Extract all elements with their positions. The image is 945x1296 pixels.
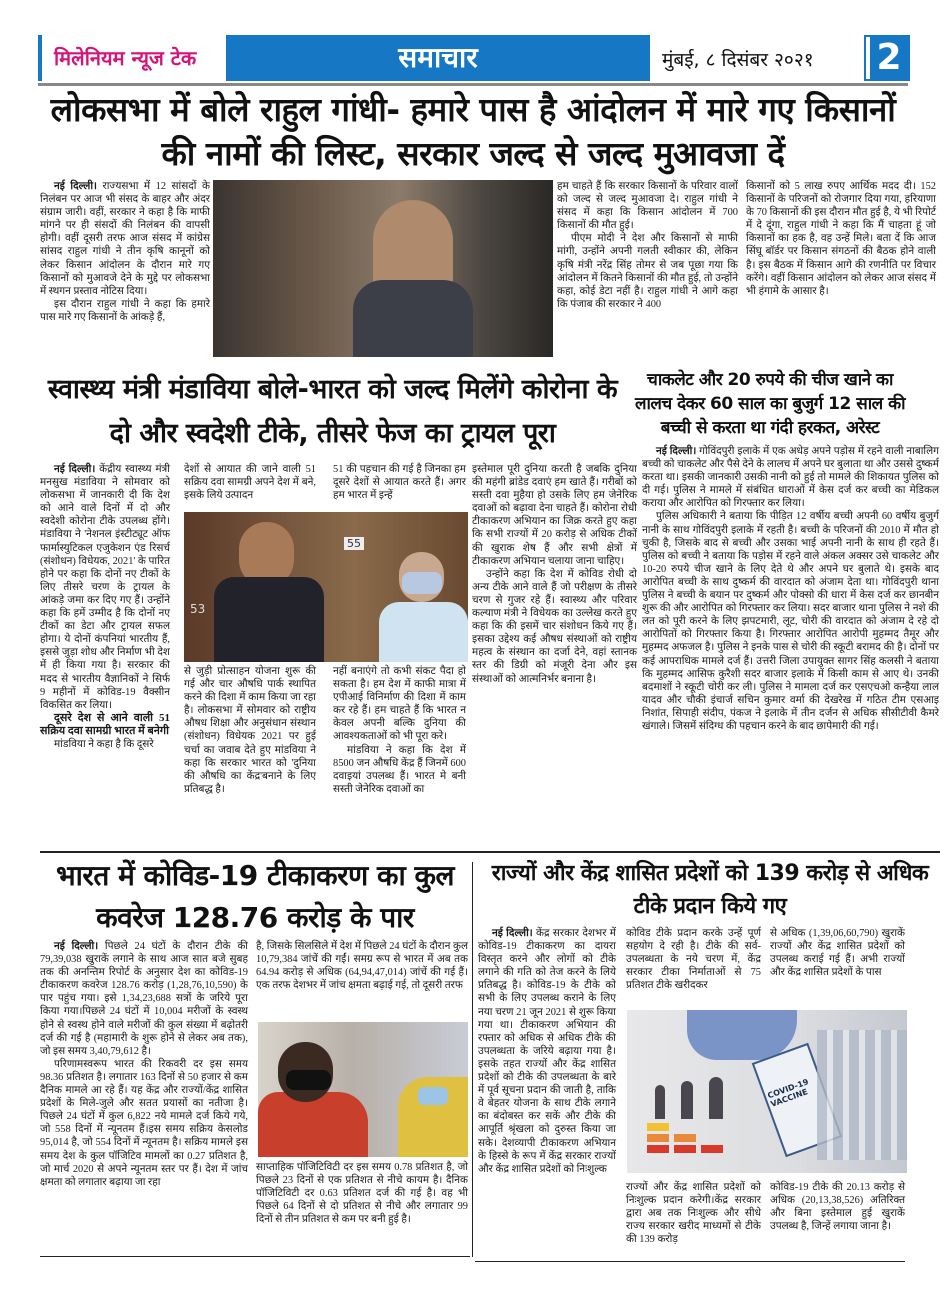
article4-col2-top [256, 940, 468, 992]
article1-text: किसानों को 5 लाख रुपए आर्थिक मदद दी। 152 किसानों के परिजनों को रोजगार दिया गया, हरियाणा के 70 किसानों की इस दौरान मौत हुई है, ये भी रिपोर्ट में दे दूंगा, राहुल गांधी ने कहा कि मैं चाहता हूं जो किसानों का हक है, वह उन्हें मिले। बता दें कि आज सिंघू बॉर्डर पर किसान संगठनों की बैठक होने वाली है। इस बैठक में किसान आगे की रणनीति पर विचार करेंगे। वहीं किसान आंदोलन को लेकर आज संसद में भी हंगामे के आसार है। [746, 181, 936, 297]
page-number: 2 [876, 37, 902, 78]
face-mask [402, 572, 442, 594]
article2-dateline: नई दिल्ली। [54, 464, 96, 475]
article3-headline: चाकलेट और 20 रुपये की चीज खाने का लालच देकर 60 साल का बुजुर्ग 12 साल की बच्ची से करता था गंदी हरकत, अरेस्ट [634, 370, 906, 438]
seat-number-53: 53 [190, 602, 206, 616]
section-title: समाचार [398, 41, 478, 74]
nurse-mask [418, 1087, 448, 1105]
article5-text: से अधिक (1,39,06,60,790) खुराकें राज्यों और केंद्र शासित प्रदेशों को उपलब्ध कराई गई हैं। अभी राज्यों और केंद्र शासित प्रदेशों के पास [770, 928, 905, 979]
article1-photo-rahul-gandhi [213, 180, 553, 357]
page-number-box [866, 37, 908, 79]
article4-col1 [40, 940, 248, 1189]
article1-text: इस दौरान राहुल गांधी ने कहा कि हमारे पास मारे गए किसानों के आंकड़े हैं, [40, 298, 210, 323]
article1-headline: लोकसभा में बोले राहुल गांधी- हमारे पास है आंदोलन में मारे गए किसानों की नामों की लिस्ट, सरकार जल्द से जल्द मुआवजा दें [50, 90, 896, 173]
article1-col3 [557, 180, 738, 311]
article3-text: पुलिस अधिकारी ने बताया कि पीड़ित 12 वर्षीय बच्ची अपनी 60 वर्षीय बुजुर्ग नानी के साथ गोविंदपुरी इलाके में रहती है। बच्ची के परिजनों की 2010 में मौत हो चुकी है, जिसके बाद से बच्ची और उसका भाई अपनी नानी के साथ ही रहते हैं। पुलिस को बच्ची ने बताया कि पड़ोस में रहने वाले अंकल अक्सर उसे चाकलेट और 10-20 रुपये चीज खाने के लिए देते थे और अपने घर बुलाते थे। इसके बाद आरोपित बच्ची के साथ दुष्कर्म की वारदात को अंजाम देता था। गोविंदपुरी थाना पुलिस ने बच्ची के बयान पर दुष्कर्म और पोक्सो की धारा में केस दर्ज कर छानबीन शुरू की और आरोपित को गिरफ्तार कर लिया। सदर बाजार थाना पुलिस ने नशे की लत को पूरी करने के लिए झपटमारी, लूट, चोरी की वारदात को अंजाम दे रहे दो आरोपितों को गिरफ्तार किया है। गिरफ्तार आरोपित आरोपी मुहम्मद तैमूर और मुहम्मद अफजल है। पुलिस ने इनके पास से चोरी की स्कूटी बरामद की है। दोनों पर कई आपराधिक मामले दर्ज हैं। उत्तरी जिला उपायुक्त सागर सिंह कलसी ने बताया कि मुहम्मद आसिफ कुरैशी सदर बाजार इलाके में किसी काम से आए थे। उनकी बदमाशों ने स्कूटी चोरी कर ली। पुलिस ने मामला दर्ज कर एसएचओ कन्हैया लाल यादव और चौकी इंचार्ज सचिन कुमार वर्मा की देखरेख में गठित टीम एसआइ निशांत, सिपाही संदीप, पंकज ने इलाके में तीन दर्जन से अधिक सीसीटीवी कैमरे खंगाले। जिसमें संदिग्ध की पहचान करने के बाद छापेमारी की गई। [642, 511, 939, 732]
article4-text: पिछले 24 घंटों के दौरान टीके की 79,39,038 खुराकें लगाने के साथ आज सात बजे सुबह तक की अनन्तिम रिपोर्ट के अनुसार देश का कोविड-19 टीकाकरण कवरेज 128.76 करोड़ (1,28,76,10,590) के पार पहुंच गया। इसे 1,34,23,688 सत्रों के जरिये पूरा किया गया।पिछले 24 घंटों में 10,004 मरीजों के स्वस्थ होने से स्वस्थ होने वाले मरीजों की कुल संख्या में बढ़ोतरी दर्ज की गई है (महामारी के शुरू होने से लेकर अब तक), जो इस समय 3,40,79,612 है। [40, 941, 248, 1057]
seat-number-55: 55 [344, 537, 364, 550]
article5-col2-top [626, 927, 761, 992]
person-jacket [353, 280, 473, 357]
woman-saree [379, 602, 468, 662]
article5-text: केंद्र सरकार देशभर में कोविड-19 टीकाकरण का दायरा विस्तृत करने और लोगों को टीके लगाने की गति को तेज करने के लिये प्रतिबद्ध है। कोविड-19 के टीके को सभी के लिए उपलब्ध कराने के लिए नया चरण 21 जून 2021 से शुरू किया गया था। टीकाकरण अभियान की रफ्तार को अधिक से अधिक टीके की उपलब्धता के जरिये बढ़ाया गया है। इसके तहत राज्यों और केंद्र शासित प्रदेशों को टीके की उपलब्धता के बारे में पूर्व सूचना प्रदान की जाती है, ताकि वे बेहतर योजना के साथ टीके लगाने का बंदोबस्त कर सकें और टीके की आपूर्ति श्रृंखला को दुरुस्त किया जा सके। देशव्यापी टीकाकरण अभियान के हिस्से के रूप में केंद्र सरकार राज्यों और केंद्र शासित प्रदेशों को निःशुल्क [478, 928, 616, 1175]
article1-text: राज्यसभा में 12 सांसदों के निलंबन पर आज भी संसद के बाहर और अंदर संग्राम जारी। वहीं, सरकार ने कहा है कि माफी मांगने पर ही संसदों की निलंबन की वापसी होगी। वहीं दूसरी तरफ आज संसद में कांग्रेस सांसद राहुल गांधी ने तीन कृषि कानूनों को लेकर किसान आंदोलन के दौरान मारे गए किसानों को मुआवजे देने के मुद्दे पर लोकसभा में स्थगन प्रस्ताव नोटिस दिया। [40, 181, 210, 297]
article5-text: कोविड-19 टीके की 20.13 करोड़ से अधिक (20,13,38,526) अतिरिक्त और बिना इस्तेमाल हुई खुराकें उपलब्ध है, जिन्हें लगाया जाना है। [770, 1182, 905, 1233]
dateline: मुंबई, ८ दिसंबर २०२१ [662, 49, 814, 71]
article2-text: देशों से आयात की जाने वाली 51 सक्रिय दवा सामग्री अपने देश में बने, इसके लिये उत्पादन [184, 464, 316, 502]
article4-photo-vaccination [258, 1022, 468, 1157]
paper-name: मिलेनियम न्यूज टेक [54, 46, 197, 70]
article4-text: है, जिसके सिलसिले में देश में पिछले 24 घंटों के दौरान कुल 10,79,384 जांचें की गईं। समग्र रूप से भारत में अब तक 64.94 करोड़ से अधिक (64,94,47,014) जांचें की गई हैं। एक तरफ देशभर में जांच क्षमता बढ़ाई गई, तो दूसरी तरफ [256, 941, 468, 992]
vial-row [817, 1030, 907, 1160]
article2-text: मांडविया ने कहा है कि दूसरे [54, 738, 154, 750]
article2-col3-top [333, 463, 466, 502]
column-rule [472, 862, 473, 1257]
article5-text: राज्यों और केंद्र शासित प्रदेशों को निःशुल्क प्रदान करेगी।केंद्र सरकार द्वारा अब तक निःशुल्क और सीधे राज्य सरकार खरीद माध्यमों से टीके की 139 करोड़ [626, 1182, 761, 1246]
article2-text: इस्तेमाल पूरी दुनिया करती है जबकि दुनिया की महंगी ब्रांडेड दवाएं हम खाते हैं। गरीबों को सस्ती दवा मुहैया हो उसके लिए हम जेनेरिक दवाओं को बढ़ावा देना चाहते हैं। कोरोना रोधी टीकाकरण अभियान का जिक्र करते हुए कहा कि सभी राज्यों में 20 करोड़ से अधिक टीकों की खुराक शेष हैं और सभी क्षेत्रों में टीकाकरण अभियान चलाया जाना चाहिए। [472, 464, 637, 567]
article2-col3-bottom [333, 665, 466, 796]
article5-col1 [478, 927, 616, 1176]
section-divider [40, 851, 940, 853]
person-silhouette [373, 200, 453, 290]
article3-dateline: नई दिल्ली। [656, 446, 697, 457]
vial-label: COVID-19 VACCINE [766, 1077, 810, 1109]
article5-col3-bottom [770, 1181, 905, 1233]
article2-col2-top [184, 463, 316, 502]
article4-dateline: नई दिल्ली। [54, 941, 99, 952]
article5-bottom-rule [475, 1261, 905, 1262]
article1-dateline: नई दिल्ली। [54, 181, 97, 192]
article3-body [642, 445, 939, 733]
article1-col4 [746, 180, 936, 298]
minister-jacket [214, 577, 324, 662]
article2-text: से जुड़ी प्रोत्साहन योजना शुरू की गई और चार औषधि पार्क स्थापित करने की दिशा में काम किया जा रहा है। लोकसभा में सोमवार को राष्ट्रीय औषध शिक्षा और अनुसंधान संस्थान (संशोधन) विधेयक 2021 पर हुई चर्चा का जवाब देते हुए मांडविया ने कहा कि सरकार भारत को 'दुनिया की औषधि का केंद्र'बनाने के लिए प्रतिबद्ध है। [184, 666, 316, 795]
article1-text: हम चाहते हैं कि सरकार किसानों के परिवार वालों को जल्द से जल्द मुआवजा दे। राहुल गांधी ने संसद में कहा कि किसान आंदोलन में 700 किसानों की मौत हुई। [557, 181, 738, 232]
section-band [226, 35, 650, 81]
article2-subhead: दूसरे देश से आने वाली 51 सक्रिय दवा सामग्री भारत में बनेगी [40, 711, 170, 737]
masthead [38, 35, 908, 81]
article5-dateline: नई दिल्ली। [492, 928, 533, 939]
article2-col2-bottom [184, 665, 316, 796]
article2-photo-mandaviya-parliament [184, 512, 468, 662]
article5-col3-top [770, 927, 905, 979]
patient-mask [286, 1070, 331, 1090]
article4-bottom-rule [40, 1256, 470, 1257]
article5-text: कोविड टीके प्रदान करके उन्हें पूर्ण सहयोग दे रही है। टीके की सर्व-उपलब्धता के नये चरण में, केंद्र सरकार टीका निर्माताओं से 75 प्रतिशत टीके खरीदकर [626, 928, 761, 992]
article2-text: उन्होंने कहा कि देश में कोविड रोधी दो अन्य टीके आने वाले हैं जो परीक्षण के तीसरे चरण से गुजर रहे हैं। स्वास्थ्य और परिवार कल्याण मंत्री ने विधेयक का उल्लेख करते हुए कहा कि की इसमें चार संशोधन किये गए हैं। इसका उद्देश्य कई औषध संस्थाओं को राष्ट्रीय महत्व के संस्थान का दर्जा देने, वहां स्तानक स्तर की डिग्री को मंजूरी देना और इस संस्थाओं को आत्मनिर्भर बनाना है। [472, 568, 637, 685]
article1-text: पीएम मोदी ने देश और किसानों से माफी मांगी, उन्होंने अपनी गलती स्वीकार की, लेकिन कृषि मंत्री नरेंद्र सिंह तोमर से जब पूछा गया कि आंदोलन में कितने किसानों की मौत हुई, तो उन्होंने कहा, कोई डेटा नहीं है। राहुल गांधी ने आगे कहा कि पंजाब की सरकार ने 400 [557, 233, 738, 310]
article2-text: मांडविया ने कहा कि देश में 8500 जन औषधि केंद्र हैं जिनमें 600 दवाइयां उपलब्ध हैं। भारत मे बनी सस्ती जेनेरिक दवाओं का [333, 744, 466, 795]
article4-headline: भारत में कोविड-19 टीकाकरण का कुल कवरेज 128.76 करोड़ के पार [55, 859, 455, 934]
article4-text: साप्ताहिक पॉजिटिविटी दर इस समय 0.78 प्रतिशत है, जो पिछले 23 दिनों से एक प्रतिशत से नीचे कायम है। दैनिक पॉजिटिविटी दर 0.63 प्रतिशत दर्ज की गई है। वह भी पिछले 64 दिनों से दो प्रतिशत से नीचे और लगातार 99 दिनों से तीन प्रतिशत से कम पर बनी हुई है। [256, 1162, 468, 1226]
article5-headline: राज्यों और केंद्र शासित प्रदेशों को 139 करोड़ से अधिक टीके प्रदान किये गए [491, 861, 929, 919]
article2-col1 [40, 463, 170, 751]
article3-text: गोविंदपुरी इलाके में एक अधेड़ अपने पड़ोस में रहने वाली नाबालिग बच्ची को चाकलेट और पैसे देने के लालच में अपने घर बुलाता था और उससे दुष्कर्म करता था। इसकी जानकारी उसकी नानी को हुई तो मामले की शिकायत पुलिस को दी गई। पुलिस ने मामले में संबंधित धाराओं में केस दर्ज कर बच्ची का मेडिकल कराया और आरोपित को गिरफ्तार कर लिया। [642, 446, 939, 510]
article2-col4 [472, 463, 637, 686]
article2-text: 51 की पहचान की गई है जिनका हम दूसरे देशों से आयात करते हैं। अगर हम भारत में इन्हें [333, 464, 466, 502]
article4-col2-bottom [256, 1161, 468, 1226]
article4-text: परिणामस्वरूप भारत की रिकवरी दर इस समय 98.36 प्रतिशत है। लगातार 163 दिनों से 50 हजार से कम दैनिक मामले आ रहे हैं। यह केंद्र और राज्यों/केंद्र शासित प्रदेशों के मिले-जुले और सतत प्रयासों का नतीजा है। पिछले 24 घंटों में कुल 6,822 नये मामले दर्ज किये गये, जो 558 दिनों में न्यूनतम हैं।इस समय सक्रिय केसलोड 95,014 है, जो 554 दिनों में न्यूनतम है। सक्रिय मामले इस समय देश के कुल पॉजिटिव मामलों का 0.27 प्रतिशत है, जो मार्च 2020 से अपने न्यूनतम स्तर पर हैं। देश में जांच क्षमता को लगातार बढ़ाया जा रहा [40, 1058, 248, 1188]
masthead-rule [38, 83, 908, 86]
article5-col2-bottom [626, 1181, 761, 1246]
article2-text: केंद्रीय स्वास्थ्य मंत्री मनसुख मंडाविया ने सोमवार को लोकसभा में जानकारी दी कि देश को आने वाले दिनों में दो और स्वदेशी कोरोना टीके उपलब्ध होंगे। मंडाविया ने 'नेशनल इंस्टीट्यूट ऑफ फार्मास्युटिकल एजुकेशन एंड रिसर्च (संशोधन) विधेयक, 2021' के पारित होने पर कहा कि दोनों नए टीकों के लिए तीसरे चरण के ट्रायल के आंकड़े जमा कर दिए गए हैं। उन्होंने कहा कि हमें उम्मीद है कि दोनों नए टीकों का डेटा और ट्रायल सफल होगा। ये दोनों कंपनियां भारतीय हैं, इससे जुड़ा शोध और निर्माण भी देश में ही किया गया है। सरकार की मदद से भारतीय वैज्ञानिकों ने सिर्फ 9 महीनों में कोविड-19 वैक्सीन विकसित कर लिया। [40, 464, 170, 711]
article2-text: नहीं बनाएंगे तो कभी संकट पैदा हो सकता है। हम देश में काफी मात्रा में एपीआई विनिर्माण की दिशा में काम कर रहे हैं। हम चाहते हैं कि भारत न केवल अपनी बल्कि दुनिया की आवश्यकताओं को भी पूरा करे। [333, 666, 466, 743]
patient-red-kurta [258, 1092, 368, 1157]
article5-photo-vaccine-vials [627, 1010, 907, 1173]
article2-headline: स्वास्थ्य मंत्री मंडाविया बोले-भारत को जल्द मिलेंगे कोरोना के दो और स्वदेशी टीके, तीसरे फेज का ट्रायल पूरा [47, 374, 618, 449]
article1-col1 [40, 180, 210, 324]
paper-name-box [38, 35, 226, 81]
